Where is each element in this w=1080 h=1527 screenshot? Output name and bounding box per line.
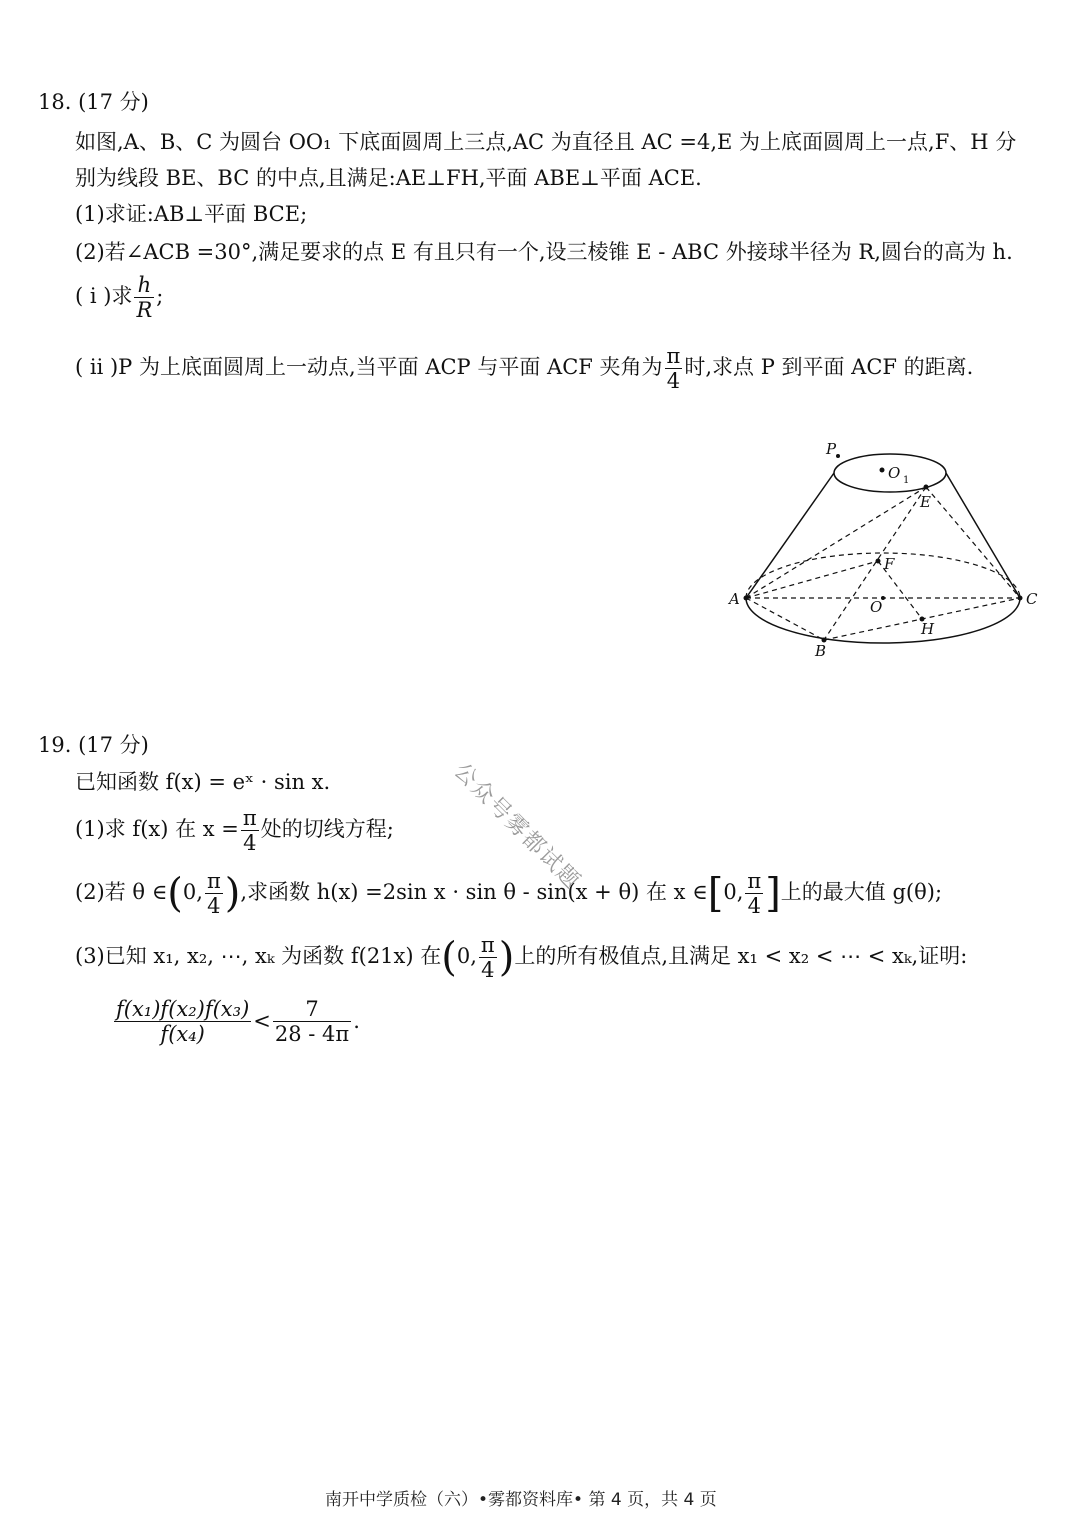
label-C: C <box>1026 590 1038 608</box>
q19-intro: 已知函数 f(x) = eˣ · sin x. <box>75 770 331 794</box>
label-F: F <box>884 555 895 573</box>
q18-part2i: ( ⅰ )求 $\frac{h}{R}$ ; <box>75 273 164 323</box>
label-E: E <box>920 493 931 511</box>
label-H: H <box>921 620 935 638</box>
q18-header: 18. (17 分) <box>38 90 149 114</box>
q18-part1: (1)求证:AB⊥平面 BCE; <box>75 202 308 226</box>
q19-part2: (2)若 θ ∈(0, $\frac{\pi}{4}$ ),求函数 h(x) =2sin x · sin θ - sin(x + θ) 在 x ∈[0, $\frac{\pi}{4}$ ]上的最大值 g(θ); <box>75 869 943 919</box>
frustum-figure <box>725 435 1055 665</box>
q19-header: 19. (17 分) <box>38 733 149 757</box>
watermark-text: 公众号雾都试题 <box>448 758 586 896</box>
pi-over-4-fraction: $\frac{\pi}{4}$ <box>666 344 681 394</box>
q19-part1: (1)求 f(x) 在 x = $\frac{\pi}{4}$ 处的切线方程; <box>75 806 394 856</box>
q19-part3: (3)已知 x₁, x₂, ⋯, xₖ 为函数 f(21x) 在(0, $\frac{\pi}{4}$ )上的所有极值点,且满足 x₁ < x₂ < ⋯ < xₖ,证明: <box>75 933 968 983</box>
q18-part2: (2)若∠ACB =30°,满足要求的点 E 有且只有一个,设三棱锥 E - ABC 外接球半径为 R,圆台的高为 h. <box>75 240 1013 264</box>
h-over-r-fraction: $\frac{h}{R}$ <box>136 273 153 323</box>
label-O1: O <box>888 464 901 482</box>
q18-part2ii: ( ⅱ )P 为上底面圆周上一动点,当平面 ACP 与平面 ACF 夹角为 $\frac{\pi}{4}$ 时,求点 P 到平面 ACF 的距离. <box>75 344 974 394</box>
q18-intro-line2: 别为线段 BE、BC 的中点,且满足:AE⊥FH,平面 ABE⊥平面 ACE. <box>75 166 702 190</box>
label-A: A <box>729 590 740 608</box>
label-O: O <box>870 598 883 616</box>
q18-intro-line1: 如图,A、B、C 为圆台 OO₁ 下底面圆周上三点,AC 为直径且 AC =4,E 为上底面圆周上一点,F、H 分 <box>75 130 1017 154</box>
label-P: P <box>826 440 837 458</box>
q19-inequality: $\frac{\text{f(x₁)f(x₂)f(x₃)}}{\text{f(x₄)}}$ < $\frac{7}{28 - 4\pi}$ . <box>116 997 360 1047</box>
label-O1-sub: 1 <box>903 475 910 486</box>
page-footer: 南开中学质检（六）•雾都资料库• 第 4 页，共 4 页 <box>325 1490 717 1510</box>
label-B: B <box>815 642 827 660</box>
